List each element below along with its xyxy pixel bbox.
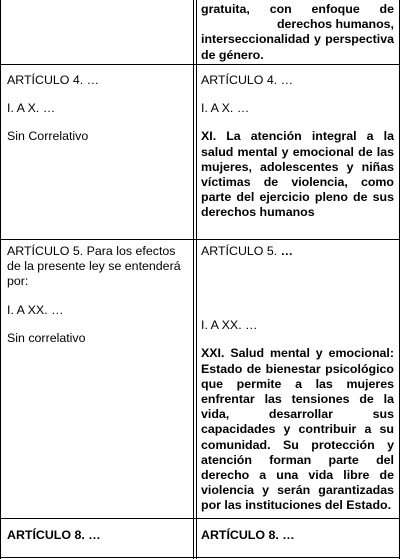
current-article-8-heading: ARTÍCULO 8. … [7,528,101,542]
proposed-article-5-heading-text: ARTÍCULO 5. [201,244,281,258]
row2-right-cell [201,73,394,221]
proposed-article-5-heading-ellipsis: … [280,244,294,258]
proposed-article-8-heading: ARTÍCULO 8. … [201,528,295,542]
proposed-article-5-fractions: I. A XX. … [201,318,258,333]
proposed-article-5-heading [201,244,394,259]
current-article-4-heading: ARTÍCULO 4. … [7,73,100,87]
row3-left-cell [7,244,187,346]
row2-left-cell [7,73,187,145]
row-divider-3 [0,518,400,519]
table-border-left [0,0,1,559]
proposed-article-4-fraction-xi: XI. La atención integral a la salud mental y emocional de las mujeres, adolescentes y niñas víctimas de violencia, como parte del ejercicio pleno de sus derechos humanos [201,129,394,220]
row-divider-2 [0,239,400,240]
row1-right-cell [201,2,394,63]
row4-right-cell [201,528,394,543]
table-column-divider-2 [196,0,197,559]
current-article-5-fractions: I. A XX. … [7,302,64,317]
current-article-5-heading: ARTÍCULO 5. Para los efectos de la presente ley se entenderá por: [7,244,181,289]
proposed-article-5-fraction-xxi: XXI. Salud mental y emocional: Estado de bienestar psicológico que permite a las mujeres enfrentar las tensiones de la vida, desarrollar sus capacidades y contribuir a su comunidad. Su protección y atención forman parte del derecho a una vida libre de violencia y serán garantizadas por las instituciones del Estado. [201,346,394,513]
proposed-article-4-fractions: I. A X. … [201,101,250,116]
continuation-line-4: de género. [201,47,264,62]
table-column-divider-1 [193,0,194,559]
row4-left-cell [7,528,187,543]
current-article-4-no-correlative: Sin Correlativo [7,129,89,144]
proposed-article-4-heading: ARTÍCULO 4. … [201,73,294,87]
current-article-4-fractions: I. A X. … [7,101,56,116]
continuation-line-3: interseccionalidad y perspectiva [201,32,394,47]
table-border-bottom [0,557,400,558]
row3-right-cell [201,244,394,514]
continuation-line-2: derechos humanos, [276,17,394,32]
current-article-5-no-correlative: Sin correlativo [7,330,86,345]
continuation-line-1: gratuita, con enfoque de [201,2,394,16]
row-divider-1 [0,64,400,65]
